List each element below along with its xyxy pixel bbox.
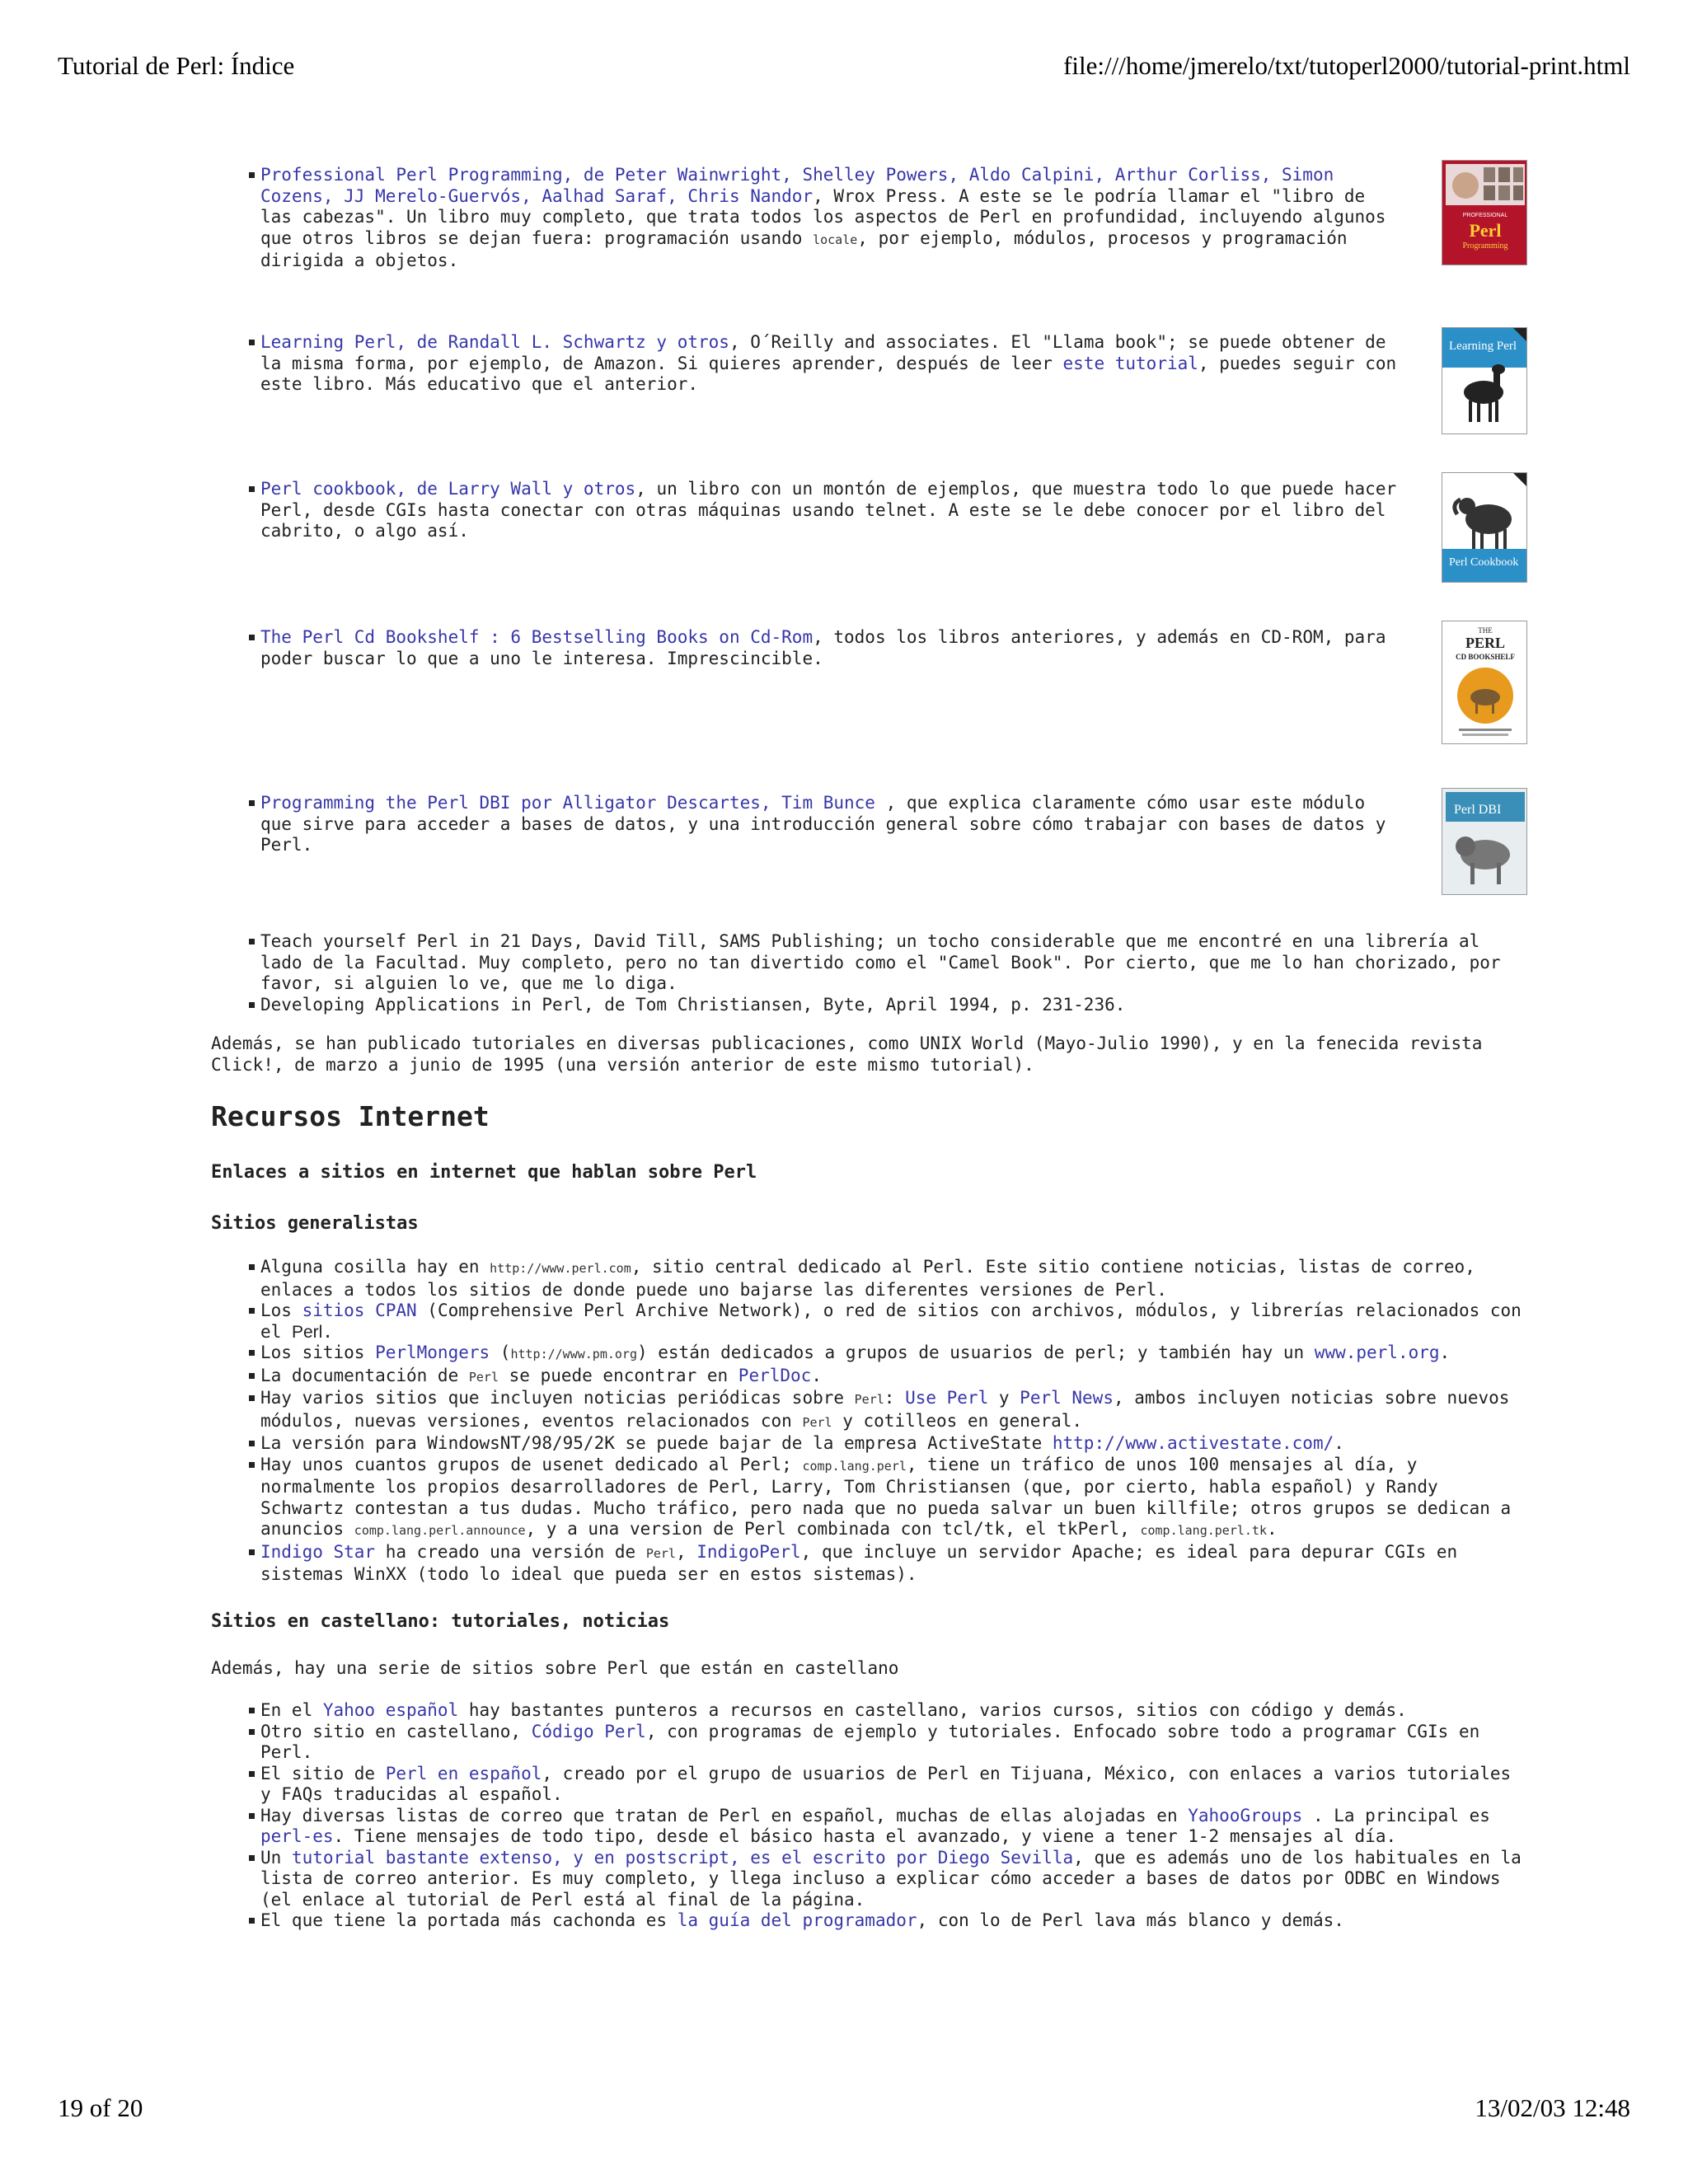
cpan-link[interactable]: sitios CPAN [302,1301,417,1320]
list-item: The Perl Cd Bookshelf : 6 Bestselling Books on Cd-Rom, todos los libros anteriores, y además en CD-ROM, para poder buscar lo que a uno le interesa. Imprescincible. THE PERL CD BOOKSHELF [211,627,1530,749]
publications-paragraph: Además, se han publicado tutoriales en diversas publicaciones, como UNIX World (Mayo-Julio 1990), y en la fenecida revista Click!, de marzo a junio de 1995 (una versión anterior de este mismo tutorial). [211,1033,1483,1075]
perl-news-link[interactable]: Perl News [1020,1388,1114,1408]
diego-sevilla-tutorial-link[interactable]: tutorial bastante extenso, y en postscript, es el escrito por Diego Sevilla [291,1847,1074,1868]
perldoc-link[interactable]: PerlDoc [738,1365,812,1385]
comp-lang-perl-link[interactable]: comp.lang.perl [802,1458,907,1474]
book-cover-image [1442,473,1527,583]
svg-text:THE: THE [1478,626,1493,635]
yahoogroups-link[interactable]: YahooGroups [1188,1805,1303,1825]
comp-lang-perl-tk-link[interactable]: comp.lang.perl.tk [1140,1523,1267,1538]
list-item: La documentación de Perl se puede encontrar en PerlDoc. [211,1366,1530,1389]
book-cover-image [1442,789,1527,895]
list-item: Los sitios PerlMongers (http://www.pm.org) están dedicados a grupos de usuarios de perl; y también hay un www.perl.org. [211,1343,1530,1366]
svg-text:Learning Perl: Learning Perl [1449,340,1517,353]
indigoperl-link[interactable]: IndigoPerl [696,1541,801,1562]
list-item: Professional Perl Programming, de Peter Wainwright, Shelley Powers, Aldo Calpini, Arthur Corliss, Simon Cozens, JJ Merelo-Guervós, Aalhad Saraf, Chris Nandor, Wrox Press. A este se le podría llamar el "libro de las cabezas". Un libro muy completo, que trata todos los aspectos de Perl en profundidad, incluyendo algunos que otros libros se dejan fuera: programación usando locale, por ejemplo, módulos, procesos y programación dirigida a objetos. PROFESSIONAL Perl Programming [211,165,1530,272]
comp-lang-perl-announce-link[interactable]: comp.lang.perl.announce [354,1523,526,1538]
book-link-perl-cd-bookshelf[interactable]: The Perl Cd Bookshelf : 6 Bestselling Books on Cd-Rom [260,627,814,647]
inline-code: locale [813,232,858,247]
svg-text:Perl DBI: Perl DBI [1454,803,1502,817]
perl-es-link[interactable]: perl-es [260,1826,334,1846]
use-perl-link[interactable]: Use Perl [905,1388,989,1408]
svg-text:CD BOOKSHELF: CD BOOKSHELF [1456,653,1515,661]
book-cover-perl-dbi [1442,788,1527,895]
list-item: Hay diversas listas de correo que tratan de Perl en español, muchas de ellas alojadas en YahooGroups . La principal es perl-es. Tiene mensajes de todo tipo, desde el básico hasta el avanzado, y viene a tener 1-2 mensajes al día. [211,1806,1530,1848]
list-item: Hay unos cuantos grupos de usenet dedicado al Perl; comp.lang.perl, tiene un tráfico de unos 100 mensajes al día, y normalmente los propios desarrolladores de Perl, Larry, Tom Christiansen (que, por cierto, habla español) y Randy Schwartz contestan a tus dudas. Mucho tráfico, pero nada que no pueda salvar un buen killfile; otros grupos se dedican a anuncios comp.lang.perl.announce, y a una version de Perl combinada con tcl/tk, el tkPerl, comp.lang.perl.tk. [211,1455,1530,1542]
list-item: Teach yourself Perl in 21 Days, David Till, SAMS Publishing; un tocho considerable que me encontré en una librería al lado de la Facultad. Muy completo, pero no tan divertido como el "Camel Book". Por cierto, que me lo han chorizado, por favor, si alguien lo ve, que me lo diga. [211,931,1530,995]
list-item: La versión para WindowsNT/98/95/2K se puede bajar de la empresa ActiveState http://www.activestate.com/. [211,1433,1530,1455]
pm-org-link[interactable]: http://www.pm.org [510,1347,637,1361]
perl-org-link[interactable]: www.perl.org [1314,1343,1440,1362]
svg-text:PERL: PERL [1465,635,1506,651]
perlmongers-link[interactable]: PerlMongers [375,1343,490,1362]
list-item: El sitio de Perl en español, creado por el grupo de usuarios de Perl en Tijuana, México, con enlaces a varios tutoriales y FAQs traducidas al español. [211,1764,1530,1806]
list-item: Alguna cosilla hay en http://www.perl.com, sitio central dedicado al Perl. Este sitio contiene noticias, listas de correo, enlaces a todos los sitios de donde puede uno bajarse las diferentes versiones de Perl. [211,1257,1530,1301]
page-number: 19 of 20 [58,2093,143,2122]
book-cover-image [1442,621,1527,744]
list-item: Otro sitio en castellano, Código Perl, con programas de ejemplo y tutoriales. Enfocado sobre todo a programar CGIs en Perl. [211,1722,1530,1764]
book-cover-perl-cd-bookshelf [1442,621,1527,744]
this-tutorial-link[interactable]: este tutorial [1062,353,1198,373]
svg-text:Perl Cookbook: Perl Cookbook [1449,556,1519,569]
book-link-professional-perl[interactable]: Professional Perl Programming, de Peter Wainwright, Shelley Powers, Aldo Calpini, Arthur Corliss, Simon Cozens, JJ Merelo-Guervós, Aalhad Saraf, Chris Nandor [260,165,1334,206]
general-sites-list [211,1257,1530,1586]
list-item: Perl cookbook, de Larry Wall y otros, un libro con un montón de ejemplos, que muestra todo lo que puede hacer Perl, desde CGIs hasta conectar con otras máquinas usando telnet. A este se le debe conocer por el libro del cabrito, o algo así. Perl Cookbook [211,479,1530,578]
section-title: Recursos Internet [211,1100,490,1132]
list-item: Developing Applications in Perl, de Tom Christiansen, Byte, April 1994, p. 231-236. [211,995,1530,1016]
list-item: Los sitios CPAN (Comprehensive Perl Archive Network), o red de sitios con archivos, módulos, y librerías relacionados con el Perl. [211,1301,1530,1343]
spanish-intro: Además, hay una serie de sitios sobre Perl que están en castellano [211,1657,899,1678]
subtitle-spanish: Sitios en castellano: tutoriales, noticias [211,1610,670,1632]
page-content [211,165,1530,1932]
subtitle-links: Enlaces a sitios en internet que hablan sobre Perl [211,1162,757,1183]
other-books-list [211,931,1530,1015]
perl-com-link[interactable]: http://www.perl.com [490,1261,631,1276]
list-item: Indigo Star ha creado una versión de Perl, IndigoPerl, que incluye un servidor Apache; es ideal para depurar CGIs en sistemas WinXX (todo lo ideal que pueda ser en estos sistemas). [211,1542,1530,1586]
book-link-perl-cookbook[interactable]: Perl cookbook, de Larry Wall y otros [260,479,636,499]
yahoo-espanol-link[interactable]: Yahoo español [322,1700,459,1720]
book-cover-learning-perl [1442,327,1527,434]
print-datetime: 13/02/03 12:48 [1475,2093,1630,2122]
print-footer [58,2093,1630,2123]
list-item: En el Yahoo español hay bastantes punteros a recursos en castellano, varios cursos, sitios con código y demás. [211,1700,1530,1722]
book-link-perl-dbi[interactable]: Programming the Perl DBI por Alligator Descartes, Tim Bunce [260,793,875,813]
document-url: file:///home/jmerelo/txt/tutoperl2000/tutorial-print.html [1063,51,1630,80]
book-cover-perl-cookbook [1442,472,1527,583]
list-item: Hay varios sitios que incluyen noticias periódicas sobre Perl: Use Perl y Perl News, ambos incluyen noticias sobre nuevos módulos, nuevas versiones, eventos relacionados con Perl y cotilleos en general. [211,1388,1530,1433]
svg-text:PROFESSIONAL: PROFESSIONAL [1462,213,1508,218]
subtitle-general: Sitios generalistas [211,1213,419,1234]
perl-en-espanol-link[interactable]: Perl en español [385,1763,542,1783]
list-item: Learning Perl, de Randall L. Schwartz y otros, O´Reilly and associates. El "Llama book"; se puede obtener de la misma forma, por ejemplo, de Amazon. Si quieres aprender, después de leer este tutorial, puedes seguir con este libro. Más educativo que el anterior. Learning Perl [211,332,1530,424]
list-item: Un tutorial bastante extenso, y en postscript, es el escrito por Diego Sevilla, que es además uno de los habituales en la lista de correo anterior. Es muy completo, y llega incluso a explicar cómo acceder a bases de datos por ODBC en Windows (el enlace al tutorial de Perl está al final de la página. [211,1848,1530,1911]
print-header [58,51,1630,81]
list-item: Programming the Perl DBI por Alligator Descartes, Tim Bunce , que explica claramente cómo usar este módulo que sirve para acceder a bases de datos, y una introducción general sobre cómo trabajar con bases de datos y Perl. Perl DBI [211,793,1530,908]
activestate-link[interactable]: http://www.activestate.com/ [1052,1433,1334,1453]
svg-text:Programming: Programming [1462,241,1508,251]
book-cover-image [1442,161,1527,265]
book-link-learning-perl[interactable]: Learning Perl, de Randall L. Schwartz y otros [260,332,729,352]
indigo-star-link[interactable]: Indigo Star [260,1541,376,1562]
book-cover-professional-perl [1442,160,1527,265]
document-title: Tutorial de Perl: Índice [58,51,295,80]
svg-text:Perl: Perl [1469,220,1502,241]
codigo-perl-link[interactable]: Código Perl [531,1721,646,1741]
guia-programador-link[interactable]: la guía del programador [677,1910,917,1930]
book-cover-image [1442,328,1527,434]
list-item: El que tiene la portada más cachonda es la guía del programador, con lo de Perl lava más blanco y demás. [211,1910,1530,1932]
book-list [211,165,1530,908]
spanish-sites-list [211,1700,1530,1932]
